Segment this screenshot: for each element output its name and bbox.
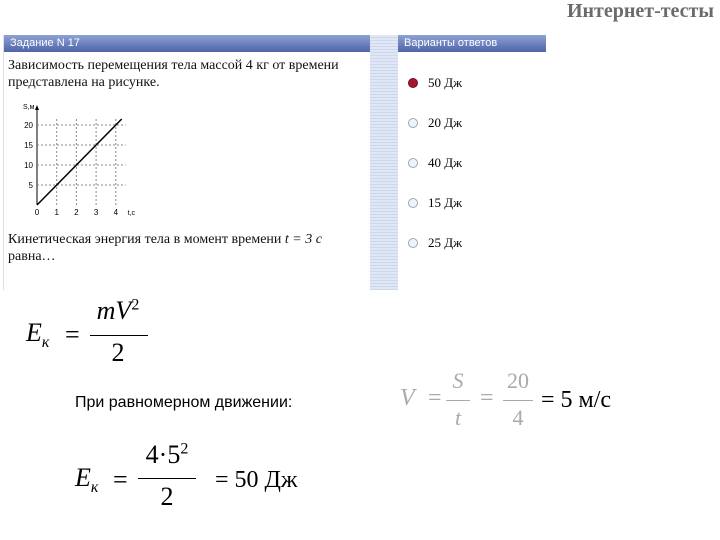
- answer-label: 40 Дж: [428, 155, 463, 170]
- fraction-bar: [503, 400, 533, 401]
- answer-option[interactable]: [408, 75, 462, 91]
- panel-divider: [370, 35, 398, 290]
- ek-denominator: 2: [111, 338, 125, 367]
- equals-sign: =: [480, 385, 494, 411]
- fraction-bar: [446, 400, 470, 401]
- x-tick-label: 0: [34, 208, 40, 217]
- radio-button[interactable]: [408, 238, 418, 248]
- y-tick-label: 15: [24, 141, 33, 150]
- x-tick-label: 1: [54, 208, 59, 217]
- v-result: = 5 м/с: [541, 387, 612, 413]
- calc-result: = 50 Дж: [215, 467, 298, 493]
- uniform-motion-text: При равномерном движении:: [75, 394, 293, 411]
- page-title: Интернет-тесты: [566, 0, 714, 22]
- v-numerator: S: [452, 368, 464, 393]
- answer-option[interactable]: [408, 235, 462, 251]
- equals-sign: =: [65, 320, 80, 349]
- x-tick-label: 4: [113, 208, 119, 217]
- equals-sign: =: [113, 465, 128, 494]
- prompt-line2: равна…: [8, 249, 56, 264]
- v-numerator-value: 20: [507, 368, 529, 393]
- radio-button[interactable]: [408, 118, 418, 128]
- displacement-chart: [4, 100, 174, 220]
- question-line1: Зависимость перемещения тела массой 4 кг от времени: [8, 58, 339, 73]
- calc-numerator: $4\cdot 5^2$: [145, 440, 189, 469]
- answer-label: 20 Дж: [428, 115, 463, 130]
- ek-symbol: $E_к$: [75, 463, 99, 497]
- answer-option[interactable]: [408, 115, 462, 131]
- ek-symbol: $E_к$: [26, 318, 50, 352]
- task-header: Задание N 17: [4, 35, 371, 52]
- series-line: [37, 119, 122, 205]
- ek-numerator: $mV^2$: [96, 296, 140, 325]
- radio-button[interactable]: [408, 198, 418, 208]
- prompt-line1: Кинетическая энергия тела в момент времени: [8, 232, 282, 247]
- answers-header: Варианты ответов: [398, 35, 546, 52]
- task-panel: [3, 35, 371, 290]
- answers-panel: [398, 35, 546, 290]
- answer-option[interactable]: [408, 195, 462, 211]
- radio-button[interactable]: [408, 158, 418, 168]
- y-tick-label: 20: [24, 121, 33, 130]
- y-tick-label: 10: [24, 161, 33, 170]
- v-symbol: V: [400, 385, 415, 411]
- x-axis-label: t,c: [127, 210, 136, 217]
- answer-option[interactable]: [408, 155, 462, 171]
- answer-label: 50 Дж: [428, 75, 463, 90]
- fraction-bar: [90, 335, 148, 336]
- x-tick-label: 2: [74, 208, 79, 217]
- v-denominator: t: [454, 405, 462, 430]
- y-axis-label: S,м: [23, 104, 35, 111]
- x-tick-label: 3: [93, 208, 99, 217]
- fraction-bar: [138, 478, 196, 479]
- equals-sign: =: [428, 385, 442, 411]
- question-line2: представлена на рисунке.: [8, 75, 160, 90]
- calc-denominator: 2: [160, 482, 174, 511]
- answer-label: 25 Дж: [428, 235, 463, 250]
- y-tick-label: 5: [28, 181, 33, 190]
- y-axis-arrow: [35, 105, 39, 110]
- v-denominator-value: 4: [512, 405, 524, 430]
- answer-label: 15 Дж: [428, 195, 463, 210]
- radio-button[interactable]: [408, 78, 418, 88]
- prompt-t: t = 3 с: [284, 232, 322, 247]
